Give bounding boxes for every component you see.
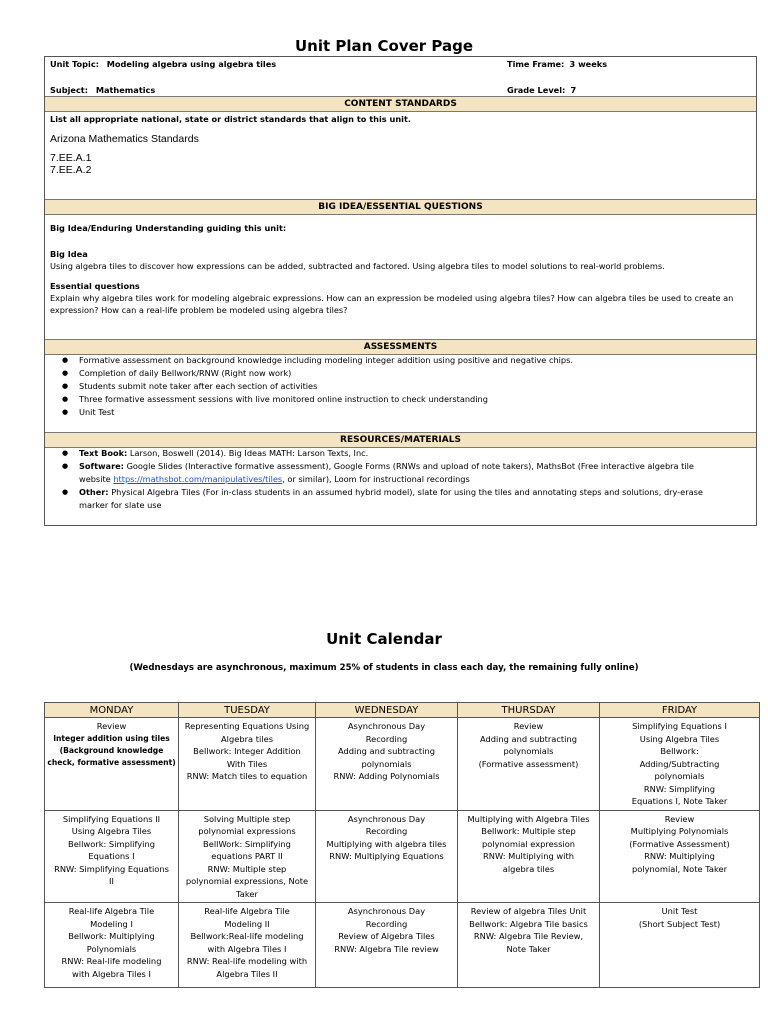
- calendar-cell-line: RNW: Match tiles to equation: [186, 771, 308, 781]
- calendar-cell-line: Asynchronous Day: [347, 906, 426, 916]
- big-idea-text: Using algebra tiles to discover how expressions can be added, subtracted and factored. Using algebra tiles to model solutions to real-world problems.: [50, 261, 665, 271]
- calendar-cell-line: RNW: Real-life modeling with: [186, 956, 308, 966]
- calendar-cell-line: Adding and subtracting: [337, 746, 436, 756]
- calendar-cell-line: RNW: Simplifying: [643, 783, 716, 794]
- subject: [50, 85, 155, 95]
- day-header-tuesday: TUESDAY: [179, 703, 316, 718]
- calendar-cell-line: Algebra tiles: [220, 733, 274, 744]
- software-text: Google Slides (Interactive formative assessment), Google Forms (RNWs and upload of note takers), MathsBot (Free interactive algebra tile website: [79, 461, 694, 484]
- calendar-note: (Wednesdays are asynchronous, maximum 25% of students in class each day, the remaining fully online): [129, 663, 639, 673]
- calendar-cell-line: (Formative assessment): [478, 758, 579, 769]
- calendar-cell-line: (Formative Assessment): [629, 838, 730, 849]
- subject-label: Subject:: [50, 85, 88, 95]
- calendar-cell-line: Representing Equations Using: [184, 721, 310, 731]
- time-frame-value: 3 weeks: [569, 59, 608, 69]
- calendar-cell-line: with Algebra Tiles I: [72, 968, 151, 979]
- calendar-cell-line: Note Taker: [506, 943, 551, 954]
- calendar-cell-line: Bellwork: Multiplying: [68, 931, 155, 941]
- content-standards-section: [50, 113, 750, 176]
- resource-textbook: [45, 447, 725, 460]
- calendar-cell-line: With Tiles: [226, 758, 268, 769]
- calendar-cell-tuesday: [179, 903, 316, 988]
- unit-topic-label: Unit Topic:: [50, 59, 99, 69]
- software-label: Software:: [79, 461, 124, 471]
- calendar-cell-wednesday: [316, 718, 458, 811]
- calendar-cell-line: Simplifying Equations I: [632, 721, 727, 731]
- page-title: Unit Plan Cover Page: [294, 37, 474, 55]
- calendar-cell-line: Asynchronous Day: [347, 721, 426, 731]
- calendar-cell-line: (Short Subject Test): [638, 918, 721, 929]
- calendar-cell-line: Integer addition using tiles: [53, 733, 170, 743]
- standards-instruction: List all appropriate national, state or district standards that align to this unit.: [50, 114, 411, 124]
- calendar-cell-line: RNW: Simplifying Equations: [54, 863, 169, 874]
- calendar-cell-line: polynomials: [361, 758, 412, 769]
- calendar-cell-line: check, formative assessment): [47, 757, 176, 767]
- calendar-cell-line: RNW: Algebra Tile Review,: [473, 931, 584, 941]
- time-frame: [507, 59, 607, 69]
- other-label: Other:: [79, 487, 109, 497]
- big-idea-prompt: Big Idea/Enduring Understanding guiding this unit:: [50, 223, 287, 233]
- mathsbot-link[interactable]: https://mathsbot.com/manipulatives/tiles: [113, 474, 283, 484]
- calendar-cell-line: polynomials: [654, 771, 705, 781]
- calendar-cell-line: Review: [513, 721, 544, 731]
- calendar-cell-line: Equations I: [88, 851, 135, 861]
- calendar-header-row: [45, 703, 760, 718]
- calendar-cell-line: Adding/Subtracting: [639, 758, 720, 769]
- calendar-cell-friday: [600, 718, 760, 811]
- calendar-cell-tuesday: [179, 718, 316, 811]
- calendar-cell-line: polynomials: [503, 746, 554, 756]
- calendar-week-row: [45, 903, 760, 988]
- calendar-cell-line: RNW: Algebra Tile review: [334, 943, 439, 954]
- calendar-cell-line: Real-life Algebra Tile: [68, 906, 155, 916]
- assessments-section: [45, 354, 745, 419]
- essential-questions-text: Explain why algebra tiles work for modeling algebraic expressions. How can an expression be modeled using algebra tiles? How can algebra tiles be used to create an expression? How can a real-life problem be modeled using algebra tiles?: [50, 293, 734, 315]
- calendar-cell-line: Recording: [365, 918, 408, 929]
- calendar-cell-line: Taker: [236, 888, 258, 899]
- calendar-week-row: [45, 810, 760, 903]
- calendar-cell-line: polynomial expressions, Note: [185, 876, 309, 886]
- assessments-heading: ASSESSMENTS: [45, 339, 756, 355]
- calendar-cell-friday: [600, 810, 760, 903]
- calendar-cell-wednesday: [316, 810, 458, 903]
- calendar-cell-line: Modeling I: [90, 918, 133, 929]
- resource-other: [45, 486, 725, 512]
- subject-value: Mathematics: [95, 85, 156, 95]
- day-header-wednesday: WEDNESDAY: [316, 703, 458, 718]
- calendar-cell-line: RNW: Multiplying: [644, 851, 715, 861]
- calendar-cell-line: equations PART II: [211, 851, 283, 861]
- standard-code-1: 7.EE.A.1: [50, 152, 92, 164]
- calendar-cell-line: Asynchronous Day: [347, 813, 426, 824]
- calendar-cell-monday: [45, 718, 179, 811]
- resource-software: [45, 460, 725, 486]
- calendar-cell-thursday: [458, 718, 600, 811]
- calendar-cell-line: Review: [664, 813, 695, 824]
- calendar-cell-line: Review of algebra Tiles Unit: [470, 906, 587, 916]
- grade-level: [507, 85, 576, 95]
- calendar-cell-thursday: [458, 903, 600, 988]
- calendar-cell-line: Review of Algebra Tiles: [338, 931, 435, 941]
- calendar-cell-line: Unit Test: [661, 906, 698, 916]
- calendar-cell-line: Solving Multiple step: [203, 813, 291, 824]
- calendar-cell-line: algebra tiles: [502, 863, 555, 874]
- calendar-cell-line: RNW: Multiplying with: [483, 851, 574, 861]
- calendar-cell-line: Multiplying Polynomials: [630, 826, 729, 836]
- assessment-item: ● Students submit note taker after each section of activities: [45, 380, 745, 393]
- software-text-end: , or similar), Loom for instructional recordings: [282, 474, 470, 484]
- calendar-cell-line: Bellwork: Algebra Tile basics: [469, 918, 588, 929]
- calendar-cell-line: BellWork: Simplifying: [203, 838, 291, 849]
- calendar-cell-line: Polynomials: [86, 943, 137, 954]
- calendar-cell-friday: [600, 903, 760, 988]
- grade-value: 7: [570, 85, 577, 95]
- assessment-item: ● Three formative assessment sessions with live monitored online instruction to check understanding: [45, 393, 745, 406]
- standard-code-2: 7.EE.A.2: [50, 164, 92, 176]
- time-frame-label: Time Frame:: [507, 59, 565, 69]
- calendar-cell-line: RNW: Multiple step: [207, 863, 287, 874]
- calendar-cell-line: (Background knowledge: [59, 745, 164, 755]
- grade-label: Grade Level:: [507, 85, 566, 95]
- calendar-cell-line: Using Algebra Tiles: [71, 826, 152, 836]
- calendar-cell-line: with Algebra Tiles I: [207, 943, 287, 954]
- assessment-item: ● Formative assessment on background knowledge including modeling integer addition using positive and negative chips.: [45, 354, 745, 367]
- unit-plan-box: [44, 56, 757, 526]
- essential-questions-label: Essential questions: [50, 281, 140, 291]
- calendar-cell-line: polynomial, Note Taker: [631, 863, 728, 874]
- calendar-cell-line: RNW: Adding Polynomials: [333, 771, 440, 781]
- assessment-item: ● Unit Test: [45, 406, 745, 419]
- calendar-cell-line: polynomial expression: [481, 838, 576, 849]
- textbook-text: Larson, Boswell (2014). Big Ideas MATH: Larson Texts, Inc.: [129, 448, 369, 458]
- assessment-item: ● Completion of daily Bellwork/RNW (Right now work): [45, 367, 745, 380]
- calendar-cell-line: Recording: [365, 826, 408, 836]
- day-header-friday: FRIDAY: [600, 703, 760, 718]
- day-header-thursday: THURSDAY: [458, 703, 600, 718]
- calendar-cell-line: Real-life Algebra Tile: [204, 906, 290, 916]
- calendar-cell-line: II: [109, 876, 114, 886]
- big-idea-section: [50, 222, 750, 316]
- calendar-cell-line: Algebra Tiles II: [216, 968, 278, 979]
- calendar-cell-line: Using Algebra Tiles: [639, 733, 720, 744]
- calendar-cell-line: Bellwork:Real-life modeling: [190, 931, 304, 941]
- calendar-cell-line: Bellwork:: [660, 746, 699, 756]
- unit-topic-value: Modeling algebra using algebra tiles: [106, 59, 277, 69]
- content-standards-heading: CONTENT STANDARDS: [45, 96, 756, 112]
- calendar-cell-line: Multiplying with algebra tiles: [326, 838, 447, 849]
- calendar-cell-line: Bellwork: Simplifying: [68, 838, 155, 849]
- calendar-title: Unit Calendar: [326, 630, 442, 648]
- unit-topic: [50, 59, 276, 69]
- unit-calendar-table: [44, 702, 760, 988]
- calendar-cell-monday: [45, 810, 179, 903]
- big-idea-heading: BIG IDEA/ESSENTIAL QUESTIONS: [45, 199, 756, 215]
- calendar-cell-line: Bellwork: Integer Addition: [193, 746, 301, 756]
- calendar-cell-line: polynomial expressions: [198, 826, 296, 836]
- calendar-cell-monday: [45, 903, 179, 988]
- other-text: Physical Algebra Tiles (For in-class students in an assumed hybrid model), slate for using the tiles and annotating steps and solutions, dry-erase marker for slate use: [79, 487, 703, 510]
- calendar-cell-tuesday: [179, 810, 316, 903]
- calendar-cell-line: RNW: Multiplying Equations: [329, 851, 444, 861]
- day-header-monday: MONDAY: [45, 703, 179, 718]
- resources-heading: RESOURCES/MATERIALS: [45, 432, 756, 448]
- calendar-cell-line: Bellwork: Multiple step: [481, 826, 576, 836]
- calendar-cell-line: Multiplying with Algebra Tiles: [467, 813, 590, 824]
- calendar-cell-line: Simplifying Equations II: [62, 813, 161, 824]
- calendar-cell-line: Equations I, Note Taker: [631, 796, 728, 806]
- calendar-cell-line: Review: [96, 721, 127, 731]
- calendar-cell-line: Modeling II: [224, 918, 270, 929]
- calendar-week-row: [45, 718, 760, 811]
- calendar-cell-line: RNW: Real-life modeling: [61, 956, 162, 966]
- textbook-label: Text Book:: [79, 448, 128, 458]
- calendar-cell-thursday: [458, 810, 600, 903]
- calendar-cell-line: Recording: [365, 733, 408, 744]
- resources-section: [45, 447, 725, 512]
- big-idea-label: Big Idea: [50, 249, 88, 259]
- calendar-cell-line: Adding and subtracting: [479, 733, 578, 744]
- standards-name: Arizona Mathematics Standards: [50, 133, 199, 145]
- calendar-cell-wednesday: [316, 903, 458, 988]
